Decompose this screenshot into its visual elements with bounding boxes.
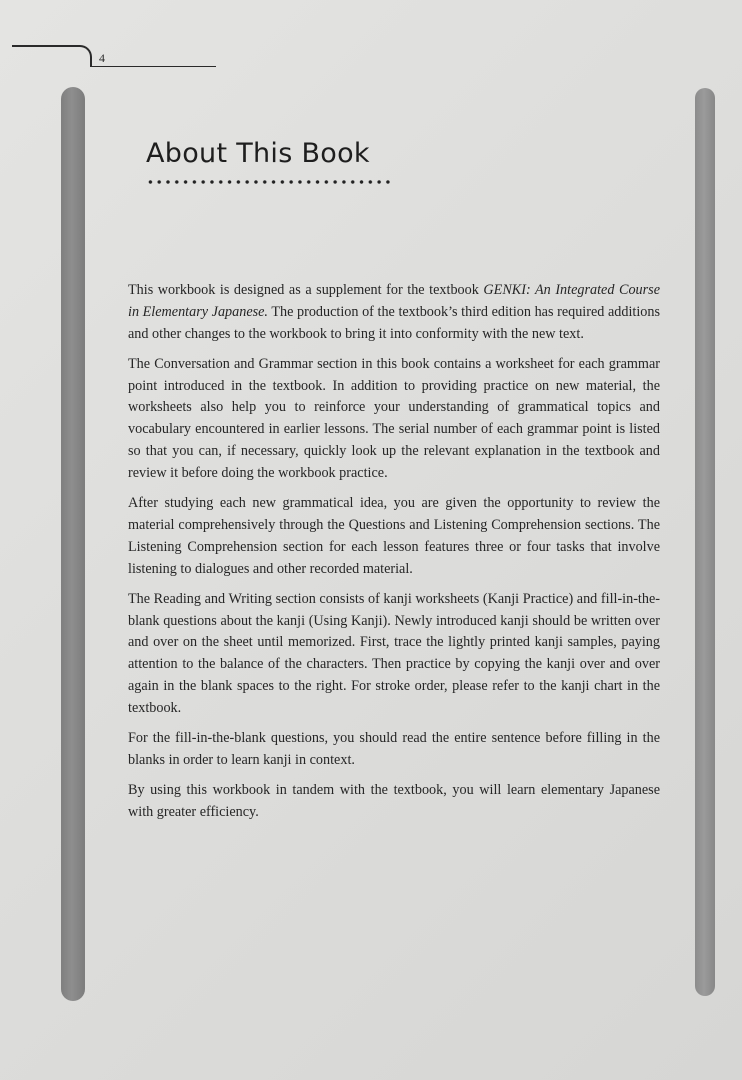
title-dotted-underline bbox=[146, 180, 390, 184]
paragraph-fill-in-blank: For the fill-in-the-blank questions, you should read the entire sentence before filling in the blanks in order to learn kanji in context. bbox=[128, 730, 660, 768]
paragraph-conclusion: By using this workbook in tandem with the textbook, you will learn elementary Japanese with greater efficiency. bbox=[128, 782, 660, 821]
paragraph-intro bbox=[128, 280, 660, 345]
header-rule bbox=[12, 45, 78, 47]
page-title: About This Book bbox=[146, 138, 370, 169]
header-rule-curve bbox=[76, 45, 92, 67]
textbook-title: GENKI: An Integrated Course in Elementary Japanese. bbox=[128, 282, 660, 320]
paragraph-reading-writing: The Reading and Writing section consists of kanji worksheets (Kanji Practice) and fill-in-the-blank questions about the kanji (Using Kanji). Newly introduced kanji should be written over and over on the sheet until memorized. First, trace the lightly printed kanji samples, paying attention to the balance of the characters. Then practice by copying the kanji over and over again in the blank spaces to the right. For stroke order, please refer to the kanji chart in the textbook. bbox=[128, 590, 660, 716]
paragraph-intro-rest: The production of the textbook’s third edition has required additions and other changes to the workbook to bring it into conformity with the new text. bbox=[128, 303, 660, 342]
page-number: 4 bbox=[99, 51, 105, 65]
header-underline bbox=[90, 66, 216, 67]
body-text bbox=[128, 280, 660, 832]
right-margin-bar bbox=[695, 88, 715, 996]
paragraph-conversation-grammar: The Conversation and Grammar section in this book contains a worksheet for each grammar point introduced in the textbook. In addition to providing practice on new material, the worksheets also help you to reinforce your understanding of grammatical topics and vocabulary encountered in earlier lessons. The serial number of each grammar point is listed so that you can, if necessary, quickly look up the relevant explanation in the textbook and review it before doing the workbook practice. bbox=[128, 355, 660, 481]
paragraph-listening: After studying each new grammatical idea, you are given the opportunity to review the material comprehensively through the Questions and Listening Comprehension sections. The Listening Comprehension section for each lesson features three or four tasks that involve listening to dialogues and other recorded material. bbox=[128, 495, 660, 577]
left-margin-bar bbox=[61, 87, 85, 1001]
page-header bbox=[12, 45, 217, 69]
paragraph-intro-lead: This workbook is designed as a supplement for the textbook bbox=[128, 282, 484, 298]
